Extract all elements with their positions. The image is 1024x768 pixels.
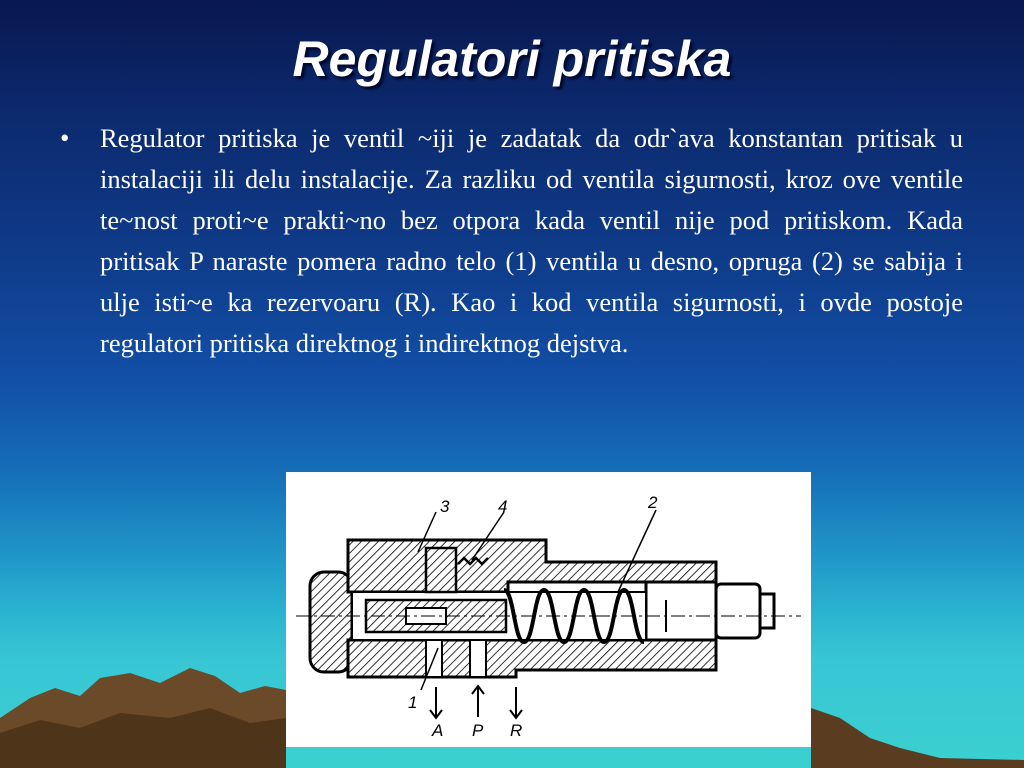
valve-body-lower [348,640,716,677]
pressure-regulator-diagram [286,472,811,747]
label-port-a: A [432,721,444,740]
label-port-r: R [510,721,523,740]
arrow-p [472,686,484,717]
pilot-seat [426,548,456,592]
bullet-text: Regulator pritiska je ventil ~iji je zadatak da odr`ava konstantan pritisak u instalaciji ili delu instalacije. Za razliku od ventila sigurnosti, kroz ove ventile te~nost proti~e prakti~no bez otpora kada ventil nije pod pritiskom. Kada pritisak P naraste pomera radno telo (1) ventila u desno, opruga (2) se sabija i ulje isti~e ka rezervoaru (R). Kao i kod ventila sigurnosti, i ovde postoje regulatori pritiska direktnog i indirektnog dejstva. [100,123,963,358]
adjuster-screw [760,594,774,628]
label-port-p: P [472,721,484,740]
bullet-item [60,118,963,364]
arrow-r [510,687,522,718]
adjuster-nut [716,584,760,638]
port-p-channel [470,640,486,677]
label-part-4: 4 [498,497,508,516]
slide-title: Regulatori pritiska [292,31,732,87]
end-cap-left [310,572,352,672]
label-part-3: 3 [440,497,450,516]
label-part-1: 1 [408,693,418,712]
spring-housing [646,582,716,640]
arrow-a [430,687,442,718]
label-part-2: 2 [648,493,658,512]
bullet-marker: • [60,123,70,153]
